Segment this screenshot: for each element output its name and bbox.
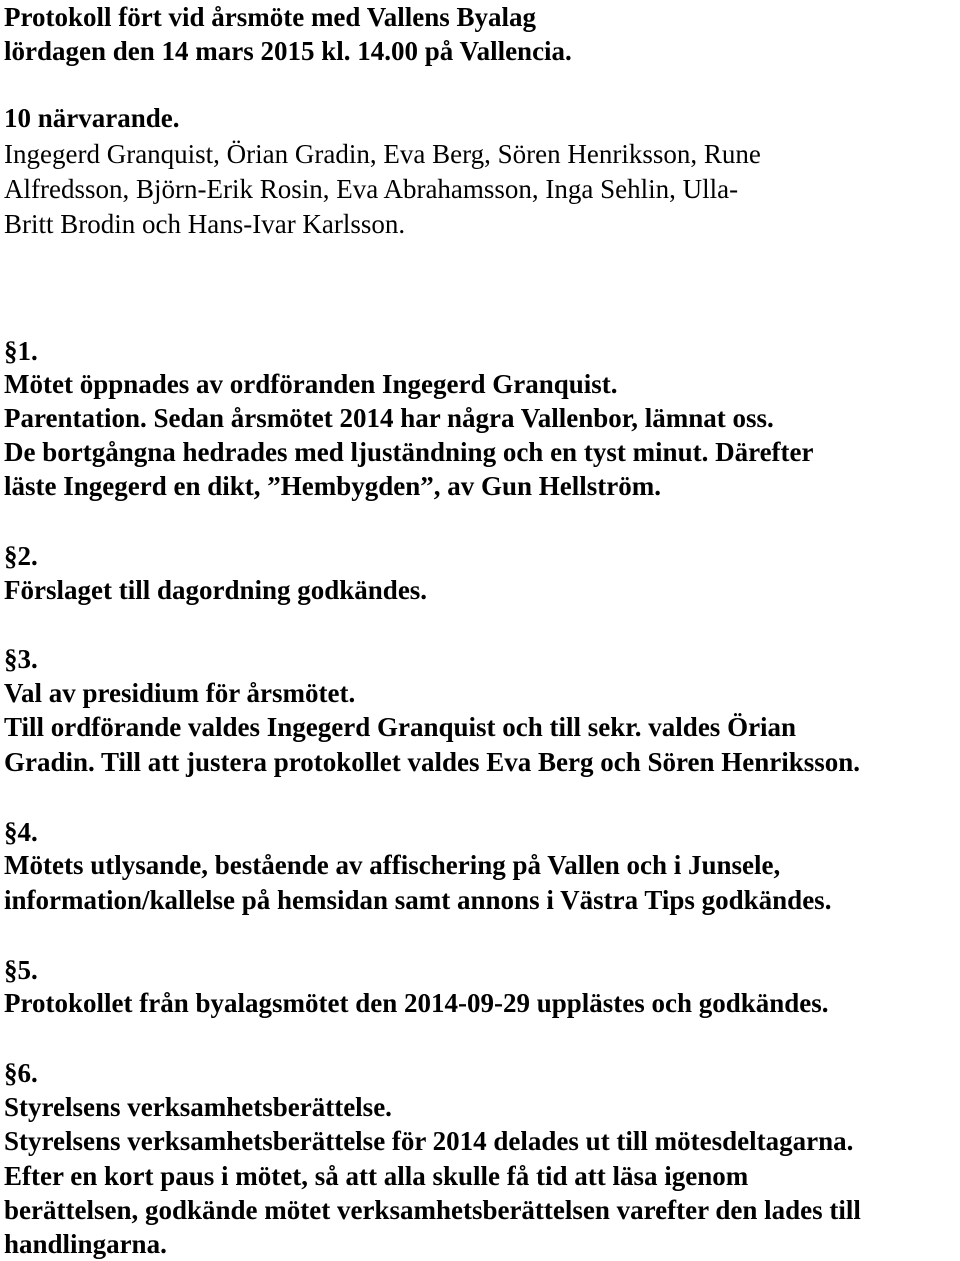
section-4-line: information/kallelse på hemsidan samt annons i Västra Tips godkändes. bbox=[4, 885, 832, 915]
section-2-line: Förslaget till dagordning godkändes. bbox=[4, 575, 428, 605]
section-6-line: Styrelsens verksamhetsberättelse. bbox=[4, 1092, 392, 1122]
section-1-number: §1. bbox=[4, 336, 38, 366]
section-6-line: Styrelsens verksamhetsberättelse för 2014 delades ut till mötesdeltagarna. bbox=[4, 1126, 854, 1156]
section-6-number: §6. bbox=[4, 1058, 38, 1088]
section-3-line: Gradin. Till att justera protokollet valdes Eva Berg och Sören Henriksson. bbox=[4, 747, 861, 777]
section-2-number: §2. bbox=[4, 541, 38, 571]
section-1-line: De bortgångna hedrades med ljuständning och en tyst minut. Därefter bbox=[4, 437, 814, 467]
attendance-names-line-3: Britt Brodin och Hans-Ivar Karlsson. bbox=[4, 209, 406, 239]
section-4-line: Mötets utlysande, bestående av affischering på Vallen och i Junsele, bbox=[4, 850, 781, 880]
section-3-line: Till ordförande valdes Ingegerd Granquist och till sekr. valdes Örian bbox=[4, 712, 797, 742]
section-5-line: Protokollet från byalagsmötet den 2014-09-29 upplästes och godkändes. bbox=[4, 988, 829, 1018]
section-1-line: Mötet öppnades av ordföranden Ingegerd Granquist. bbox=[4, 369, 618, 399]
section-3-number: §3. bbox=[4, 644, 38, 674]
section-6-line: handlingarna. bbox=[4, 1229, 167, 1259]
header-line-1: Protokoll fört vid årsmöte med Vallens Byalag bbox=[4, 2, 536, 32]
section-1-line: läste Ingegerd en dikt, ”Hembygden”, av Gun Hellström. bbox=[4, 471, 662, 501]
section-4-number: §4. bbox=[4, 817, 38, 847]
section-5-number: §5. bbox=[4, 955, 38, 985]
section-3-line: Val av presidium för årsmötet. bbox=[4, 678, 356, 708]
attendance-names-line-2: Alfredsson, Björn-Erik Rosin, Eva Abrahamsson, Inga Sehlin, Ulla- bbox=[4, 174, 739, 204]
section-6-line: berättelsen, godkände mötet verksamhetsberättelsen varefter den lades till bbox=[4, 1195, 861, 1225]
section-1-line: Parentation. Sedan årsmötet 2014 har några Vallenbor, lämnat oss. bbox=[4, 403, 774, 433]
header-line-2: lördagen den 14 mars 2015 kl. 14.00 på Vallencia. bbox=[4, 36, 572, 66]
attendance-count: 10 närvarande. bbox=[4, 103, 180, 133]
attendance-names-line-1: Ingegerd Granquist, Örian Gradin, Eva Berg, Sören Henriksson, Rune bbox=[4, 139, 761, 169]
section-6-line: Efter en kort paus i mötet, så att alla skulle få tid att läsa igenom bbox=[4, 1161, 749, 1191]
